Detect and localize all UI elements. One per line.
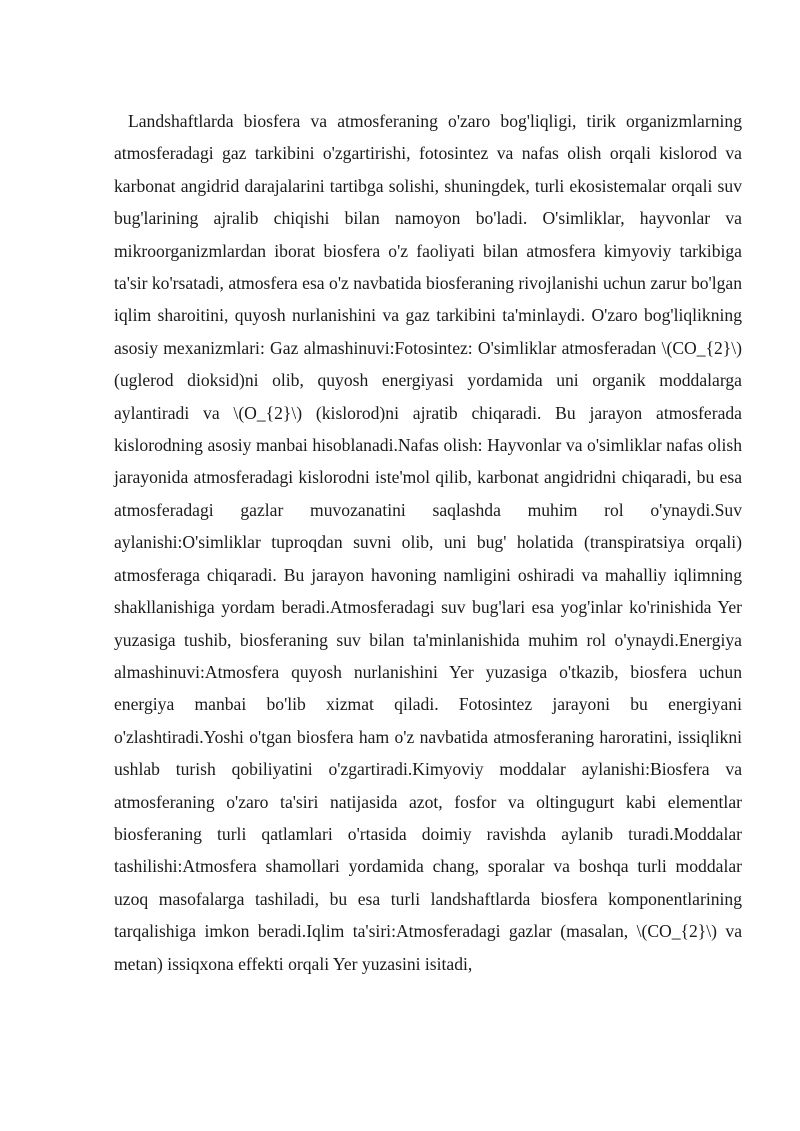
body-paragraph: Landshaftlarda biosfera va atmosferaning o'zaro bog'liqligi, tirik organizmlarning atmosferadagi gaz tarkibini o'zgartirishi, fotosintez va nafas olish orqali kislorod va karbonat angidrid darajalarini tartibga solishi, shuningdek, turli ekosistemalar orqali suv bug'larining ajralib chiqishi bilan namoyon bo'ladi. O'simliklar, hayvonlar va mikroorganizmlardan iborat biosfera o'z faoliyati bilan atmosfera kimyoviy tarkibiga ta'sir ko'rsatadi, atmosfera esa o'z navbatida biosferaning rivojlanishi uchun zarur bo'lgan iqlim sharoitini, quyosh nurlanishini va gaz tarkibini ta'minlaydi. O'zaro bog'liqlikning asosiy mexanizmlari: Gaz almashinuvi:Fotosintez: O'simliklar atmosferadan \(CO_{2}\) (uglerod dioksid)ni olib, quyosh energiyasi yordamida uni organik moddalarga aylantiradi va \(O_{2}\) (kislorod)ni ajratib chiqaradi. Bu jarayon atmosferada kislorodning asosiy manbai hisoblanadi.Nafas olish: Hayvonlar va o'simliklar nafas olish jarayonida atmosferadagi kislorodni iste'mol qilib, karbonat angidridni chiqaradi, bu esa atmosferadagi gazlar muvozanatini saqlashda muhim rol o'ynaydi.Suv aylanishi:O'simliklar tuproqdan suvni olib, uni bug' holatida (transpiratsiya orqali) atmosferaga chiqaradi. Bu jarayon havoning namligini oshiradi va mahalliy iqlimning shakllanishiga yordam beradi.Atmosferadagi suv bug'lari esa yog'inlar ko'rinishida Yer yuzasiga tushib, biosferaning suv bilan ta'minlanishida muhim rol o'ynaydi.Energiya almashinuvi:Atmosfera quyosh nurlanishini Yer yuzasiga o'tkazib, biosfera uchun energiya manbai bo'lib xizmat qiladi. Fotosintez jarayoni bu energiyani o'zlashtiradi.Yoshi o'tgan biosfera ham o'z navbatida atmosferaning haroratini, issiqlikni ushlab turish qobiliyatini o'zgartiradi.Kimyoviy moddalar aylanishi:Biosfera va atmosferaning o'zaro ta'siri natijasida azot, fosfor va oltingugurt kabi elementlar biosferaning turli qatlamlari o'rtasida doimiy ravishda aylanib turadi.Moddalar tashilishi:Atmosfera shamollari yordamida chang, sporalar va boshqa turli moddalar uzoq masofalarga tashiladi, bu esa turli landshaftlarda biosfera komponentlarining tarqalishiga imkon beradi.Iqlim ta'siri:Atmosferadagi gazlar (masalan, \(CO_{2}\) va metan) issiqxona effekti orqali Yer yuzasini isitadi, [114,111,742,974]
